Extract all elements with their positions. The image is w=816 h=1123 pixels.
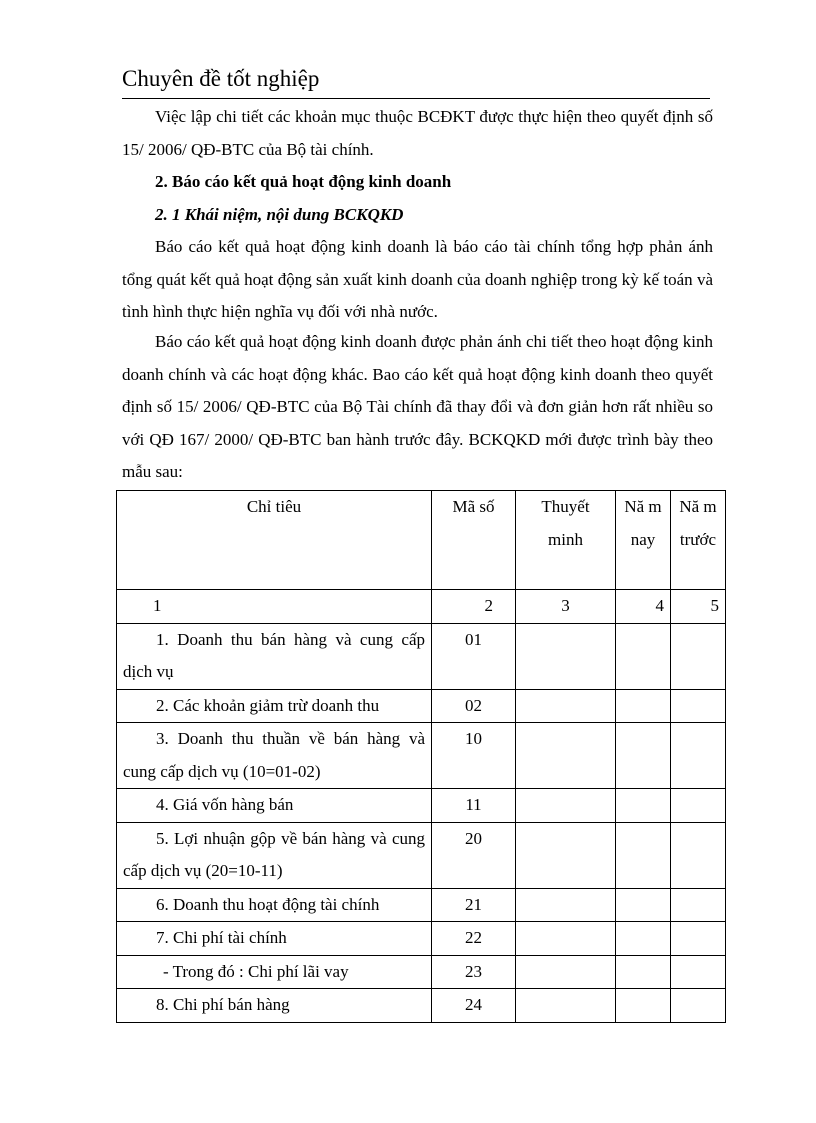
row-this-year — [616, 689, 671, 723]
row-note — [516, 623, 616, 689]
column-number: 4 — [616, 590, 671, 624]
header-this-year: Nă m nay — [616, 491, 671, 590]
table-row — [117, 623, 726, 689]
row-code: 20 — [432, 822, 516, 888]
row-indicator: 2. Các khoản giảm trừ doanh thu — [117, 689, 432, 723]
column-number: 2 — [432, 590, 516, 624]
row-indicator: 4. Giá vốn hàng bán — [117, 789, 432, 823]
table-row — [117, 689, 726, 723]
row-code: 10 — [432, 723, 516, 789]
row-code: 02 — [432, 689, 516, 723]
row-last-year — [671, 955, 726, 989]
row-last-year — [671, 888, 726, 922]
column-number-row — [117, 590, 726, 624]
page-header-title: Chuyên đề tốt nghiệp — [122, 66, 320, 91]
row-note — [516, 723, 616, 789]
header-note: Thuyết minh — [516, 491, 616, 590]
row-note — [516, 689, 616, 723]
row-this-year — [616, 955, 671, 989]
section-subheading: 2. 1 Khái niệm, nội dung BCKQKD — [155, 205, 404, 224]
row-last-year — [671, 989, 726, 1023]
column-number: 3 — [516, 590, 616, 624]
row-last-year — [671, 623, 726, 689]
table-row — [117, 955, 726, 989]
row-code: 22 — [432, 922, 516, 956]
row-this-year — [616, 888, 671, 922]
row-note — [516, 789, 616, 823]
table-row — [117, 888, 726, 922]
table-header-row — [117, 491, 726, 590]
row-indicator: 5. Lợi nhuận gộp về bán hàng và cung cấp dịch vụ (20=10-11) — [117, 822, 432, 888]
row-note — [516, 888, 616, 922]
row-this-year — [616, 789, 671, 823]
row-indicator: 1. Doanh thu bán hàng và cung cấp dịch vụ — [117, 623, 432, 689]
row-last-year — [671, 922, 726, 956]
row-code: 23 — [432, 955, 516, 989]
row-indicator: 8. Chi phí bán hàng — [117, 989, 432, 1023]
header-code: Mã số — [432, 491, 516, 590]
header-indicator: Chỉ tiêu — [117, 491, 432, 590]
row-indicator: 7. Chi phí tài chính — [117, 922, 432, 956]
header-last-year: Nă m trước — [671, 491, 726, 590]
row-note — [516, 989, 616, 1023]
row-code: 11 — [432, 789, 516, 823]
row-this-year — [616, 623, 671, 689]
form-description-paragraph: Báo cáo kết quả hoạt động kinh doanh được phản ánh chi tiết theo hoạt động kinh doanh chính và các hoạt động khác. Bao cáo kết quả hoạt động kinh doanh theo quyết định số 15/ 2006/ QĐ-BTC của Bộ Tài chính đã thay đổi và đơn giản hơn rất nhiều so với QĐ 167/ 2000/ QĐ-BTC ban hành trước đây. BCKQKD mới được trình bày theo mẫu sau: — [122, 332, 713, 481]
row-this-year — [616, 822, 671, 888]
table-row — [117, 723, 726, 789]
row-last-year — [671, 822, 726, 888]
column-number: 1 — [117, 590, 432, 624]
row-indicator: - Trong đó : Chi phí lãi vay — [117, 955, 432, 989]
row-indicator: 6. Doanh thu hoạt động tài chính — [117, 888, 432, 922]
row-this-year — [616, 989, 671, 1023]
column-number: 5 — [671, 590, 726, 624]
row-this-year — [616, 922, 671, 956]
intro-paragraph: Việc lập chi tiết các khoản mục thuộc BCĐKT được thực hiện theo quyết định số 15/ 2006/ QĐ-BTC của Bộ tài chính. — [122, 107, 713, 159]
row-note — [516, 922, 616, 956]
definition-paragraph: Báo cáo kết quả hoạt động kinh doanh là báo cáo tài chính tổng hợp phản ánh tổng quát kết quả hoạt động sản xuất kinh doanh của doanh nghiệp trong kỳ kế toán và tình hình thực hiện nghĩa vụ đối với nhà nước. — [122, 237, 713, 321]
table-row — [117, 822, 726, 888]
section-heading: 2. Báo cáo kết quả hoạt động kinh doanh — [155, 172, 452, 191]
row-code: 21 — [432, 888, 516, 922]
row-note — [516, 955, 616, 989]
row-note — [516, 822, 616, 888]
table-row — [117, 789, 726, 823]
table-row — [117, 989, 726, 1023]
row-code: 24 — [432, 989, 516, 1023]
row-last-year — [671, 789, 726, 823]
table-row — [117, 922, 726, 956]
row-last-year — [671, 723, 726, 789]
row-code: 01 — [432, 623, 516, 689]
row-this-year — [616, 723, 671, 789]
row-last-year — [671, 689, 726, 723]
income-statement-table — [116, 490, 726, 1023]
header-divider — [122, 98, 710, 99]
row-indicator: 3. Doanh thu thuần về bán hàng và cung cấp dịch vụ (10=01-02) — [117, 723, 432, 789]
